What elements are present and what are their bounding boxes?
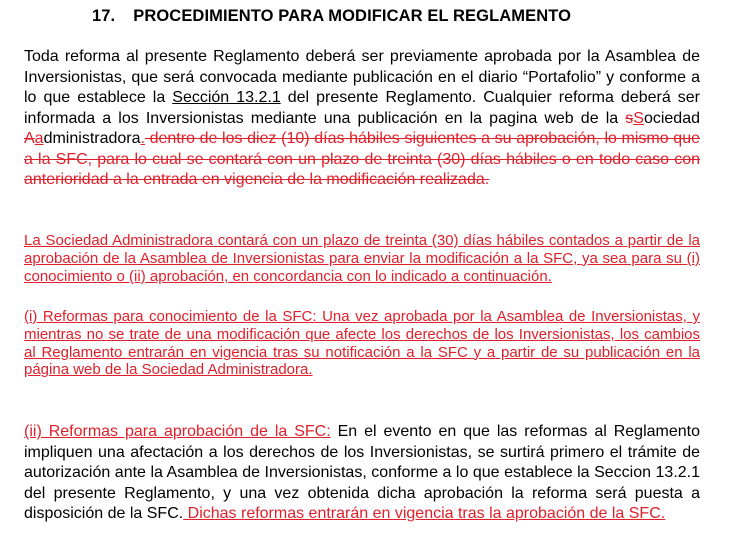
inserted-lead: (ii) Reformas para aprobación de la SFC:: [24, 423, 331, 440]
inserted-tail: Dichas reformas entrarán en vigencia tras la aprobación de la SFC.: [183, 505, 666, 522]
p1-text-b: del presente Reglamento. Cualquier reforma deberá ser informada a los Inversionistas mediante una publicación en la pagina web de la: [24, 89, 701, 127]
paragraph-reform-approval: [24, 47, 700, 191]
p1-text-c: ociedad: [643, 109, 700, 127]
paragraph-inserted-deadline: La Sociedad Administradora contará con un plazo de treinta (30) días hábiles contados a partir de la aprobación de la Asamblea de Inversionistas para enviar la modificación a la SFC, ya sea para su (i) conocimiento o (ii) aprobación, en concordancia con lo indicado a continuación.: [24, 232, 700, 285]
deleted-char-A: A: [24, 130, 35, 147]
paragraph-inserted-reforms-knowledge: (i) Reformas para conocimiento de la SFC: Una vez aprobada por la Asamblea de Inversionistas, y mientras no se trate de una modificación que afecte los derechos de los Inversionistas, los cambios al Reglamento entrarán en vigencia tras su notificación a la SFC y a partir de su publicación en la página web de la Sociedad Administradora.: [24, 308, 700, 379]
p4-body: En el evento en que las reformas al Reglamento impliquen una afectación a los derechos de los Inversionistas, se surtirá primero el trámite de autorización ante la Asamblea de Inversionistas, conforme a lo que establece la Seccion 13.2.1 del presente Reglamento, y una vez obtenida dicha aprobación la reforma será puesta a disposición de la SFC.: [24, 423, 700, 522]
p1-text-d: dministradora: [43, 130, 141, 147]
section-heading: [92, 7, 571, 26]
section-title: PROCEDIMIENTO PARA MODIFICAR EL REGLAMENTO: [133, 7, 572, 25]
section-number: 17.: [92, 7, 116, 25]
p1-text-a: Toda reforma al presente Reglamento deberá ser previamente aprobada por la Asamblea de Inversionistas, que será convocada mediante publicación en el diario “Portafolio” y conforme a lo que establece la: [24, 48, 700, 106]
paragraph-reforms-approval: [24, 422, 700, 525]
inserted-char-S: S: [633, 109, 644, 127]
deleted-char-s: s: [625, 109, 634, 127]
section-reference-link[interactable]: Sección 13.2.1: [172, 89, 281, 106]
deleted-text: dentro de los diez (10) días hábiles siguientes a su aprobación, lo mismo que a la SFC, para lo cual se contará con un plazo de treinta (30) días hábiles o en todo caso con anterioridad a la entrada en vigencia de la modificación realizada.: [24, 130, 700, 188]
inserted-char-a: a: [34, 130, 44, 147]
inserted-period: .: [140, 130, 145, 147]
